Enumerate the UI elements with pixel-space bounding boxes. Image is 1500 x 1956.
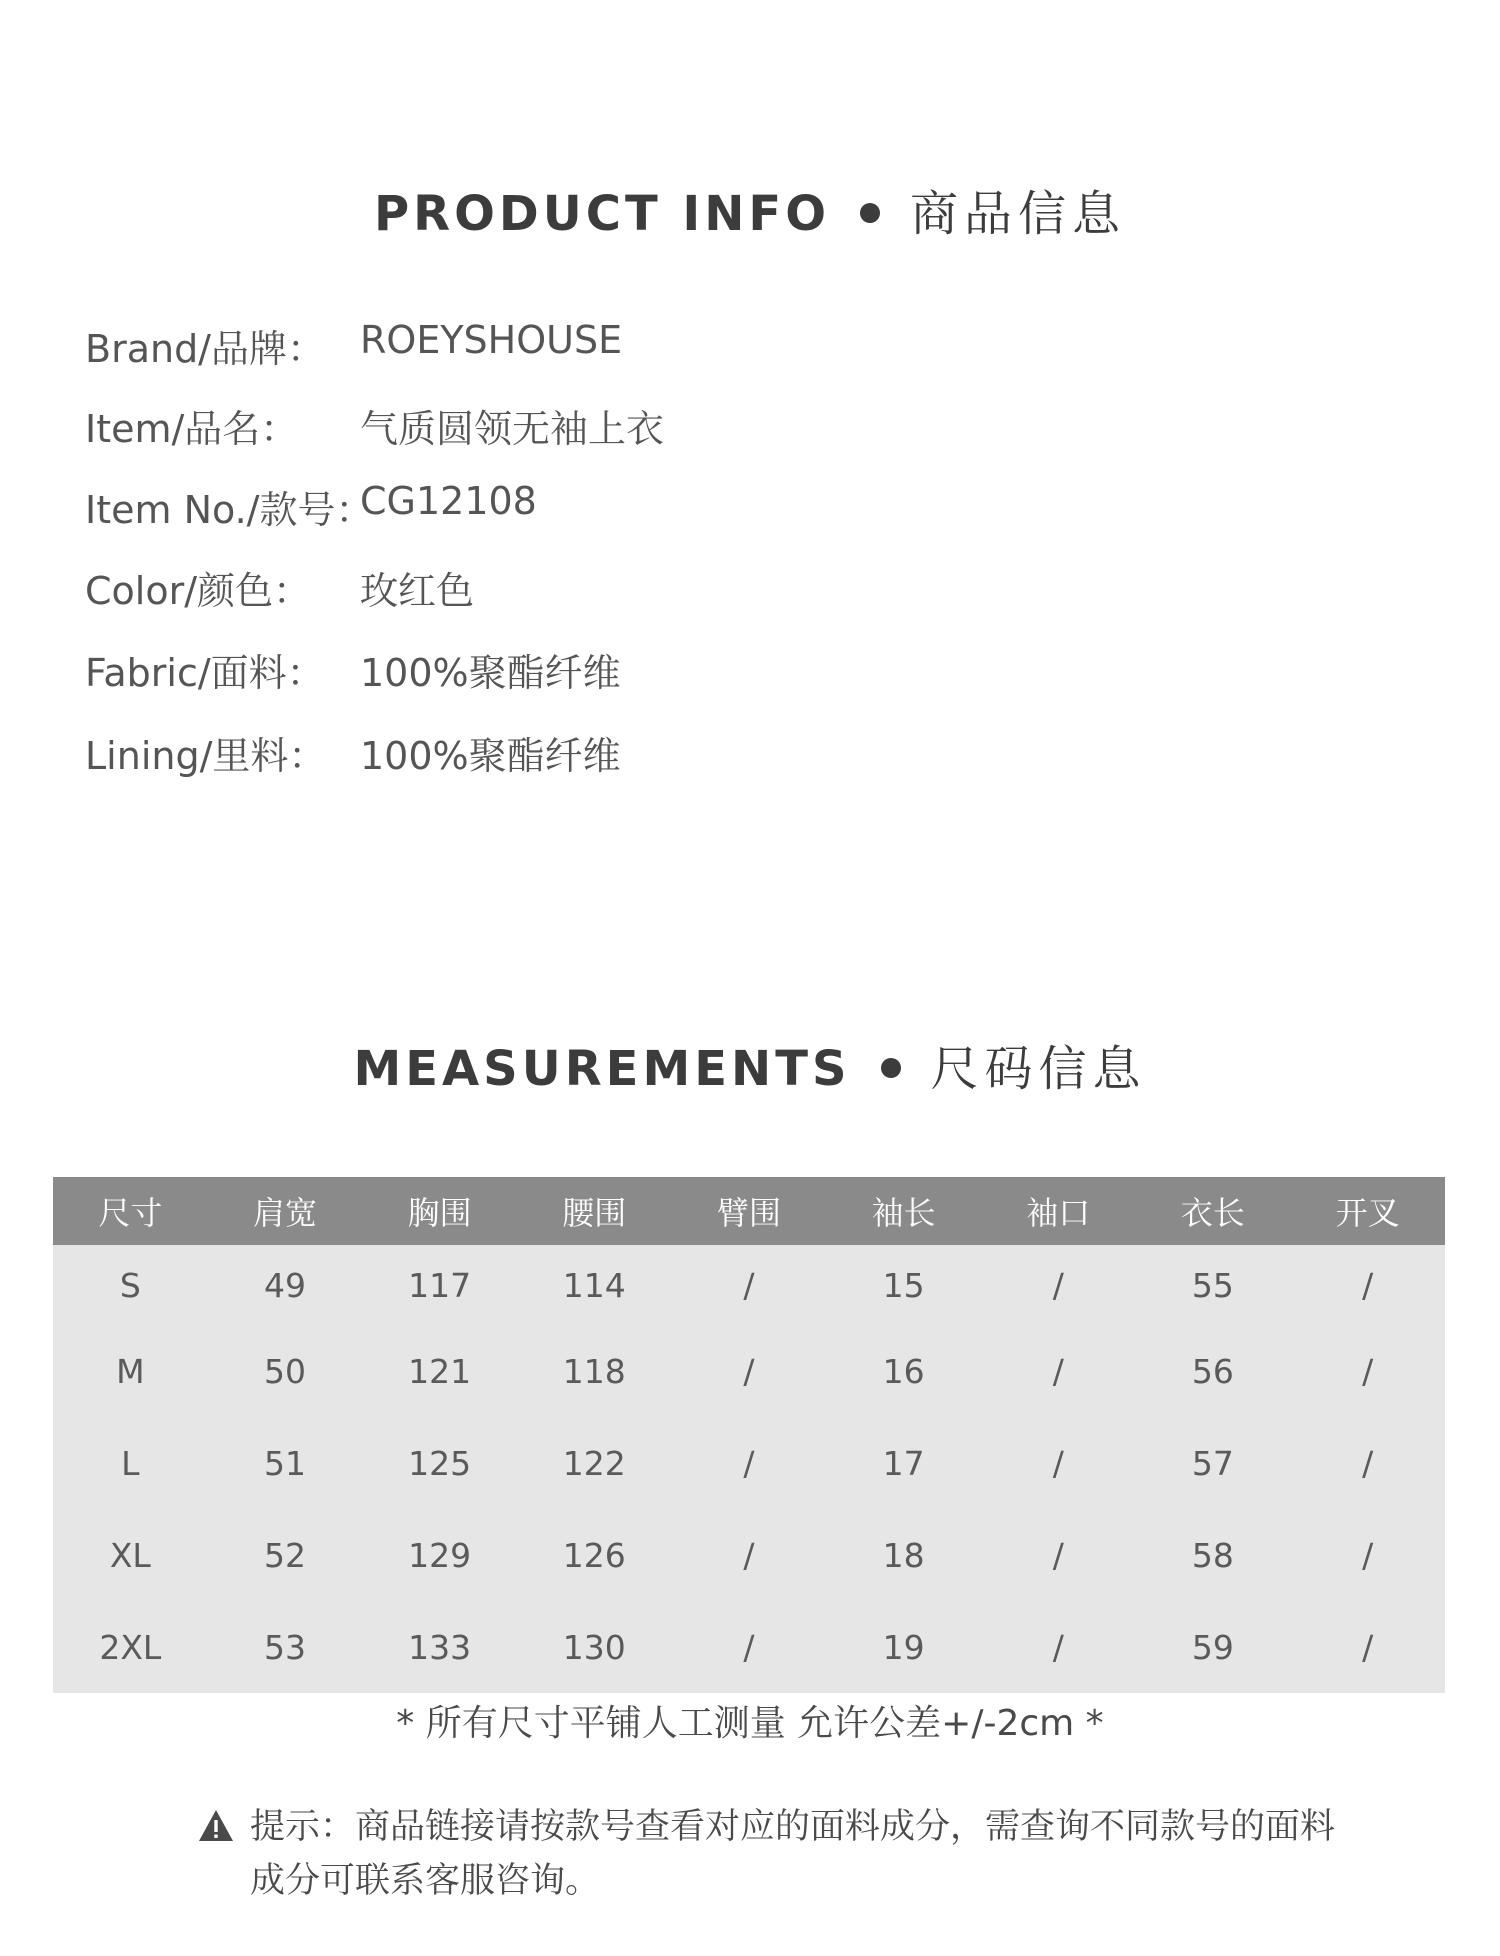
column-header: 腰围 [517,1177,672,1245]
info-value: 玫红色 [360,569,475,613]
column-header: 开叉 [1290,1177,1445,1245]
table-cell: 117 [362,1245,517,1325]
table-cell: 129 [362,1509,517,1601]
table-cell: 19 [826,1601,981,1693]
table-cell: 121 [362,1325,517,1417]
table-cell: / [672,1601,827,1693]
tip-text: 提示：商品链接请按款号查看对应的面料成分，需查询不同款号的面料成分可联系客服咨询。 [250,1807,1336,1901]
info-label: Lining/里料： [85,734,327,778]
table-cell: 49 [208,1245,363,1325]
measurements-title-en: MEASUREMENTS [353,1041,851,1097]
column-header: 尺寸 [53,1177,208,1245]
table-cell: / [672,1325,827,1417]
column-header: 胸围 [362,1177,517,1245]
table-cell: 55 [1136,1245,1291,1325]
product-info-title-en: PRODUCT INFO [373,186,831,242]
table-cell: / [981,1245,1136,1325]
column-header: 袖口 [981,1177,1136,1245]
info-label: Brand/品牌： [85,327,325,371]
table-cell: 59 [1136,1601,1291,1693]
table-cell: / [1290,1325,1445,1417]
info-value: 100%聚酯纤维 [360,734,621,778]
info-value: CG12108 [360,479,537,523]
table-cell: M [53,1325,208,1417]
table-cell: 2XL [53,1601,208,1693]
table-row [53,1245,1445,1325]
table-cell: / [672,1417,827,1509]
table-cell: 122 [517,1417,672,1509]
info-label: Item No./款号： [85,488,374,532]
table-row [53,1417,1445,1509]
column-header: 衣长 [1136,1177,1291,1245]
table-cell: 15 [826,1245,981,1325]
table-row [53,1601,1445,1693]
table-cell: 18 [826,1509,981,1601]
table-cell: 52 [208,1509,363,1601]
table-cell: / [981,1417,1136,1509]
measurements-title-zh: 尺码信息 [930,1041,1147,1097]
info-value: ROEYSHOUSE [360,318,623,362]
title-dot-icon [860,203,880,223]
info-value: 气质圆领无袖上衣 [360,407,665,451]
product-info-title [0,175,1500,244]
table-cell: S [53,1245,208,1325]
table-row [53,1509,1445,1601]
warning-icon [198,1808,234,1844]
table-cell: / [1290,1509,1445,1601]
column-header: 袖长 [826,1177,981,1245]
table-cell: / [1290,1417,1445,1509]
product-info-title-zh: 商品信息 [910,186,1127,242]
table-cell: 118 [517,1325,672,1417]
table-header-row [53,1177,1445,1245]
table-cell: / [672,1245,827,1325]
table-cell: 16 [826,1325,981,1417]
column-header: 臂围 [672,1177,827,1245]
table-cell: 126 [517,1509,672,1601]
table-cell: 17 [826,1417,981,1509]
table-cell: / [981,1509,1136,1601]
table-cell: 125 [362,1417,517,1509]
table-cell: / [672,1509,827,1601]
table-cell: 50 [208,1325,363,1417]
info-label: Fabric/面料： [85,651,325,695]
measurement-note: * 所有尺寸平铺人工测量 允许公差+/-2cm * [396,1703,1104,1744]
table-cell: / [1290,1245,1445,1325]
table-cell: 114 [517,1245,672,1325]
table-cell: 53 [208,1601,363,1693]
table-cell: XL [53,1509,208,1601]
table-cell: 130 [517,1601,672,1693]
table-cell: 57 [1136,1417,1291,1509]
info-label: Color/颜色： [85,569,312,613]
size-table [53,1177,1445,1693]
table-cell: L [53,1417,208,1509]
table-cell: / [1290,1601,1445,1693]
table-cell: / [981,1601,1136,1693]
title-dot-icon [881,1058,901,1078]
table-cell: 51 [208,1417,363,1509]
info-label: Item/品名： [85,407,299,451]
table-cell: 133 [362,1601,517,1693]
table-cell: 56 [1136,1325,1291,1417]
table-row [53,1325,1445,1417]
table-cell: 58 [1136,1509,1291,1601]
column-header: 肩宽 [208,1177,363,1245]
measurements-title [0,1030,1500,1099]
info-value: 100%聚酯纤维 [360,651,621,695]
table-cell: / [981,1325,1136,1417]
